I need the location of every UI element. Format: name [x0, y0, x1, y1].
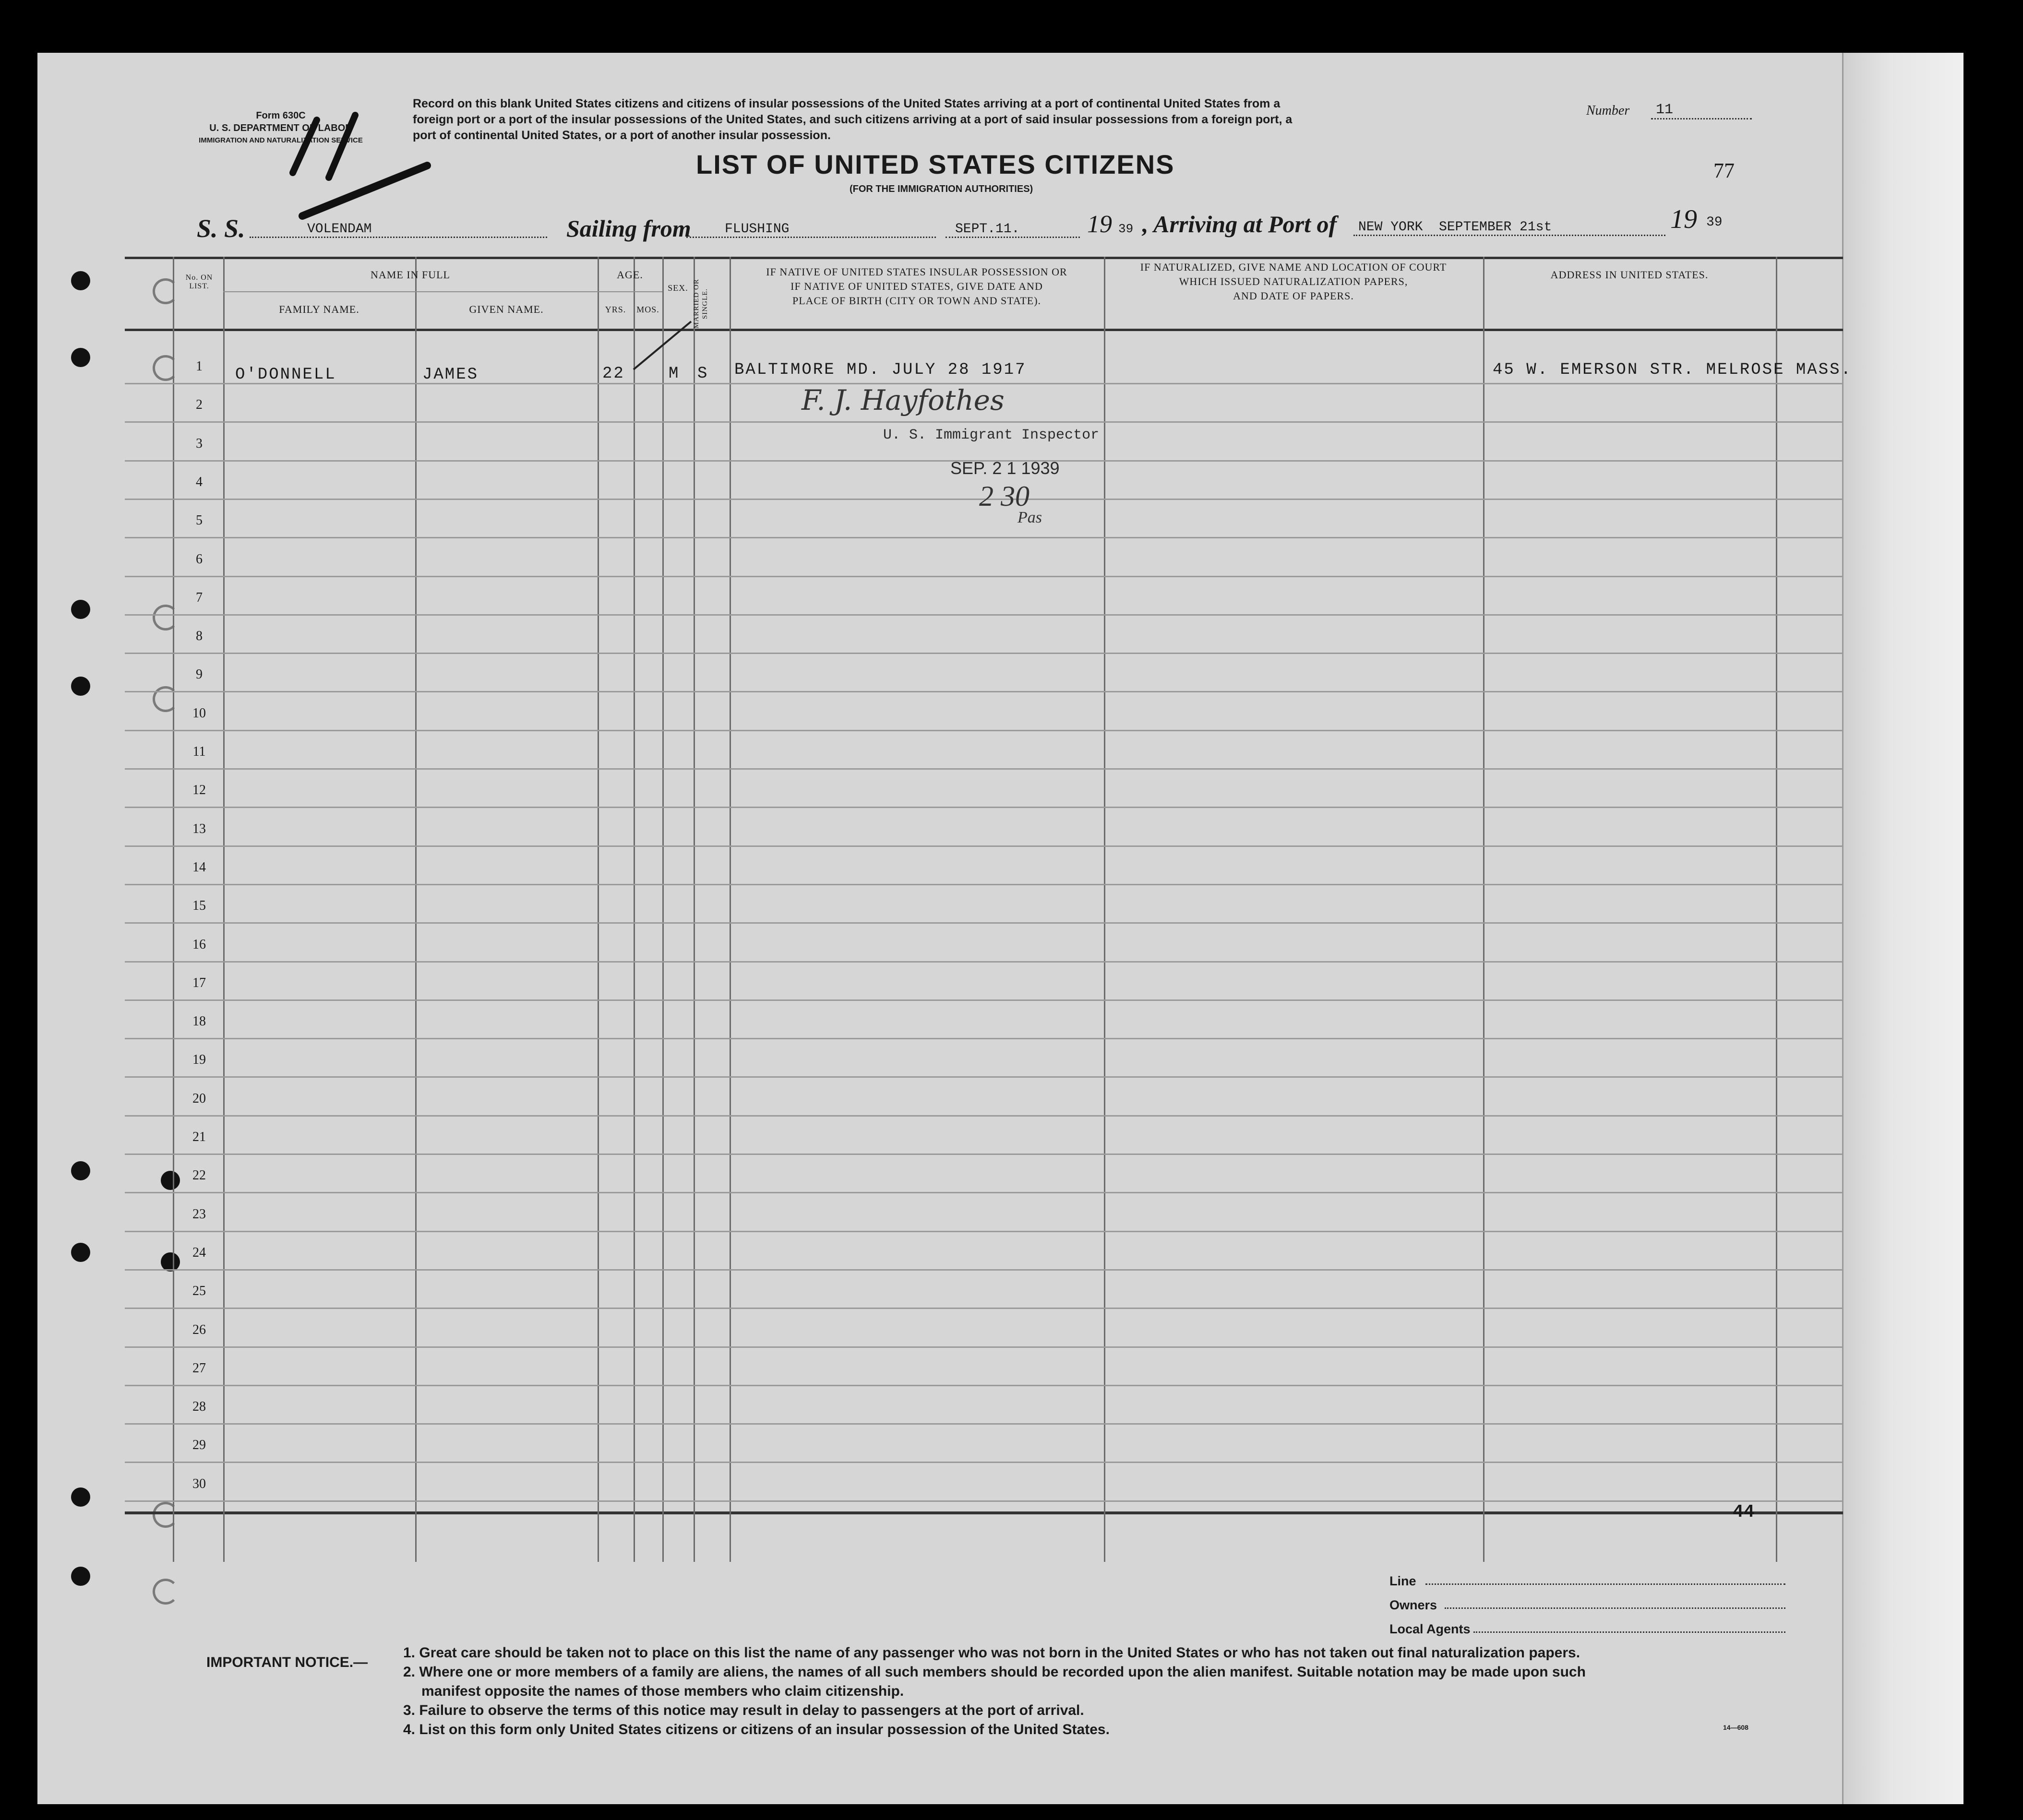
number-label: Number	[1586, 103, 1630, 118]
header-birth-line-3: PLACE OF BIRTH (CITY OR TOWN AND STATE).	[792, 295, 1041, 307]
notice-item-2-continued: manifest opposite the names of those members who claim citizenship.	[421, 1683, 904, 1699]
row-rule	[125, 1269, 1843, 1271]
line-label: Line	[1389, 1574, 1416, 1588]
departure-port: FLUSHING	[686, 222, 936, 238]
row-number: 5	[196, 513, 203, 528]
arrival-year: 39	[1706, 215, 1723, 230]
document-subtitle: (FOR THE IMMIGRATION AUTHORITIES)	[850, 184, 1033, 194]
row-number: 1	[196, 359, 203, 374]
notice-item-1: 1. Great care should be taken not to place on this list the name of any passenger who was not born in the United States or who has not taken out final naturalization papers.	[403, 1645, 1580, 1661]
year-prefix-departure: 19	[1087, 211, 1112, 238]
row-number: 7	[196, 590, 203, 605]
row-rule	[125, 576, 1843, 577]
row-rule	[125, 1038, 1843, 1039]
local-agents-label: Local Agents	[1389, 1622, 1471, 1636]
entry-given-name: JAMES	[422, 366, 479, 384]
row-rule	[125, 807, 1843, 808]
row-number: 28	[192, 1399, 206, 1415]
row-rule	[125, 730, 1843, 731]
reinforcement-ring	[153, 1579, 179, 1605]
owners-label: Owners	[1389, 1598, 1437, 1612]
header-age: AGE.	[617, 269, 643, 281]
row-number: 15	[192, 898, 206, 914]
entry-family-name: O'DONNELL	[235, 366, 336, 384]
instruction-line-1: Record on this blank United States citizens and citizens of insular possessions of the United States arriving at a port of continental United States from a	[413, 97, 1281, 110]
row-rule	[125, 1346, 1843, 1348]
row-number: 18	[192, 1014, 206, 1029]
header-years: YRS.	[605, 305, 626, 314]
header-nat-line-2: WHICH ISSUED NATURALIZATION PAPERS,	[1179, 275, 1408, 287]
row-rule	[125, 845, 1843, 847]
header-birth-line-2: IF NATIVE OF UNITED STATES, GIVE DATE AND	[790, 280, 1043, 292]
header-birthplace	[730, 265, 1104, 308]
row-number: 9	[196, 667, 203, 682]
row-number: 17	[192, 975, 206, 990]
notice-item-3: 3. Failure to observe the terms of this notice may result in delay to passengers at the port of arrival.	[403, 1702, 1084, 1718]
inspector-signature: F. J. Hayfothes	[802, 384, 1005, 416]
header-address: ADDRESS IN UNITED STATES.	[1550, 269, 1709, 281]
row-rule	[125, 537, 1843, 538]
row-number: 30	[192, 1476, 206, 1491]
manifest-table	[125, 257, 1843, 1562]
line-field	[1425, 1583, 1785, 1585]
punch-hole	[71, 1243, 90, 1262]
form-instructions	[413, 96, 1526, 143]
row-rule	[125, 1076, 1843, 1078]
header-family-name: FAMILY NAME.	[279, 303, 359, 315]
header-months: MOS.	[636, 305, 659, 314]
form-number: Form 630C	[256, 110, 306, 121]
header-nat-line-3: AND DATE OF PAPERS.	[1233, 290, 1354, 302]
header-naturalization	[1104, 260, 1483, 303]
entry-birthplace: BALTIMORE MD. JULY 28 1917	[734, 361, 1027, 379]
row-number: 2	[196, 397, 203, 413]
header-nat-line-1: IF NATURALIZED, GIVE NAME AND LOCATION OF COURT	[1140, 261, 1447, 273]
row-number: 29	[192, 1438, 206, 1453]
arrival-port-date	[1353, 220, 1665, 236]
owners-field	[1445, 1607, 1785, 1609]
instruction-line-3: port of continental United States, or a port of another insular possession.	[413, 129, 831, 142]
row-number: 6	[196, 551, 203, 567]
row-rule	[125, 1385, 1843, 1386]
punch-hole	[71, 677, 90, 696]
entry-sex: M	[669, 365, 680, 383]
row-rule	[125, 1308, 1843, 1309]
row-number: 25	[192, 1284, 206, 1299]
row-rule	[125, 1115, 1843, 1117]
header-given-name: GIVEN NAME.	[469, 303, 544, 315]
row-number: 4	[196, 474, 203, 489]
row-rule	[125, 614, 1843, 616]
entry-age-years: 22	[602, 365, 625, 383]
row-number: 10	[192, 705, 206, 721]
row-number: 12	[192, 783, 206, 798]
row-rule	[125, 653, 1843, 654]
row-number: 14	[192, 859, 206, 875]
arrival-date: SEPTEMBER 21st	[1439, 220, 1552, 235]
arrival-port: NEW YORK	[1358, 220, 1423, 235]
punch-hole	[71, 1567, 90, 1586]
punch-hole	[71, 271, 90, 290]
instruction-line-2: foreign port or a port of the insular possessions of the United States, and such citizens arriving at a port of said insular possessions from a foreign port, a	[413, 113, 1293, 126]
row-number: 19	[192, 1052, 206, 1068]
notice-item-2: 2. Where one or more members of a family are aliens, the names of all such members should be recorded upon the alien manifest. Suitable notation may be made upon such	[403, 1664, 1586, 1680]
row-number: 26	[192, 1322, 206, 1337]
punch-hole	[71, 348, 90, 367]
row-number: 22	[192, 1168, 206, 1183]
row-rule	[125, 1154, 1843, 1155]
sailing-from-label: Sailing from	[566, 215, 691, 242]
row-rule	[125, 768, 1843, 770]
count-note: Pas	[1017, 509, 1042, 526]
check-stroke	[629, 317, 696, 374]
row-number: 23	[192, 1206, 206, 1222]
page-stack-edge	[1842, 53, 1963, 1804]
number-value: 11	[1651, 102, 1752, 119]
row-rule	[125, 922, 1843, 924]
row-number: 24	[192, 1245, 206, 1260]
passenger-total: 44	[1733, 1502, 1755, 1523]
row-rule	[125, 1423, 1843, 1425]
page-number: 77	[1713, 159, 1735, 182]
entry-marital-status: S	[697, 365, 709, 383]
row-number: 27	[192, 1360, 206, 1376]
row-number: 11	[192, 744, 206, 759]
inspection-stamp-date: SEP. 2 1 1939	[950, 458, 1060, 478]
entry-address: 45 W. EMERSON STR. MELROSE MASS.	[1493, 361, 1852, 379]
row-rule	[125, 1462, 1843, 1463]
inspector-title: U. S. Immigrant Inspector	[883, 427, 1100, 443]
punch-hole	[71, 1161, 90, 1180]
row-rule	[125, 421, 1843, 423]
notice-item-4: 4. List on this form only United States citizens or citizens of an insular possession of the United States.	[403, 1722, 1110, 1737]
arriving-label: , Arriving at Port of	[1142, 211, 1337, 238]
service-name: IMMIGRATION AND NATURALIZATION SERVICE	[199, 136, 363, 144]
row-rule	[125, 1192, 1843, 1193]
row-rule	[125, 1500, 1843, 1502]
row-number: 13	[192, 821, 206, 836]
row-rule	[125, 999, 1843, 1001]
ss-label: S. S.	[197, 214, 245, 243]
departure-date: SEPT.11.	[946, 222, 1080, 238]
important-notice-list	[403, 1643, 1795, 1739]
row-number: 16	[192, 937, 206, 952]
local-agents-field	[1473, 1631, 1785, 1633]
print-code: 14—608	[1723, 1724, 1748, 1731]
departure-year: 39	[1118, 222, 1134, 236]
header-married-single: MARRIED OR SINGLE.	[693, 279, 709, 329]
year-prefix-arrival: 19	[1670, 204, 1697, 234]
punch-hole	[71, 1487, 90, 1507]
row-number: 3	[196, 436, 203, 451]
important-notice-title: IMPORTANT NOTICE.—	[206, 1654, 368, 1670]
row-rule	[125, 691, 1843, 692]
header-name-in-full: NAME IN FULL	[371, 269, 450, 281]
header-sex: SEX.	[668, 283, 688, 293]
ship-name: VOLENDAM	[250, 222, 547, 238]
row-number: 20	[192, 1091, 206, 1106]
header-no-on-list: No. ON LIST.	[185, 274, 213, 290]
row-rule	[125, 884, 1843, 885]
document-title: LIST OF UNITED STATES CITIZENS	[696, 149, 1175, 179]
row-rule	[125, 961, 1843, 963]
punch-hole	[71, 600, 90, 619]
department-name: U. S. DEPARTMENT OF LABOR	[209, 123, 352, 133]
row-rule	[125, 1231, 1843, 1232]
row-number: 8	[196, 629, 203, 644]
header-birth-line-1: IF NATIVE OF UNITED STATES INSULAR POSSESSION OR	[766, 266, 1067, 278]
arrival-time: 2 30	[979, 480, 1029, 512]
row-number: 21	[192, 1130, 206, 1144]
